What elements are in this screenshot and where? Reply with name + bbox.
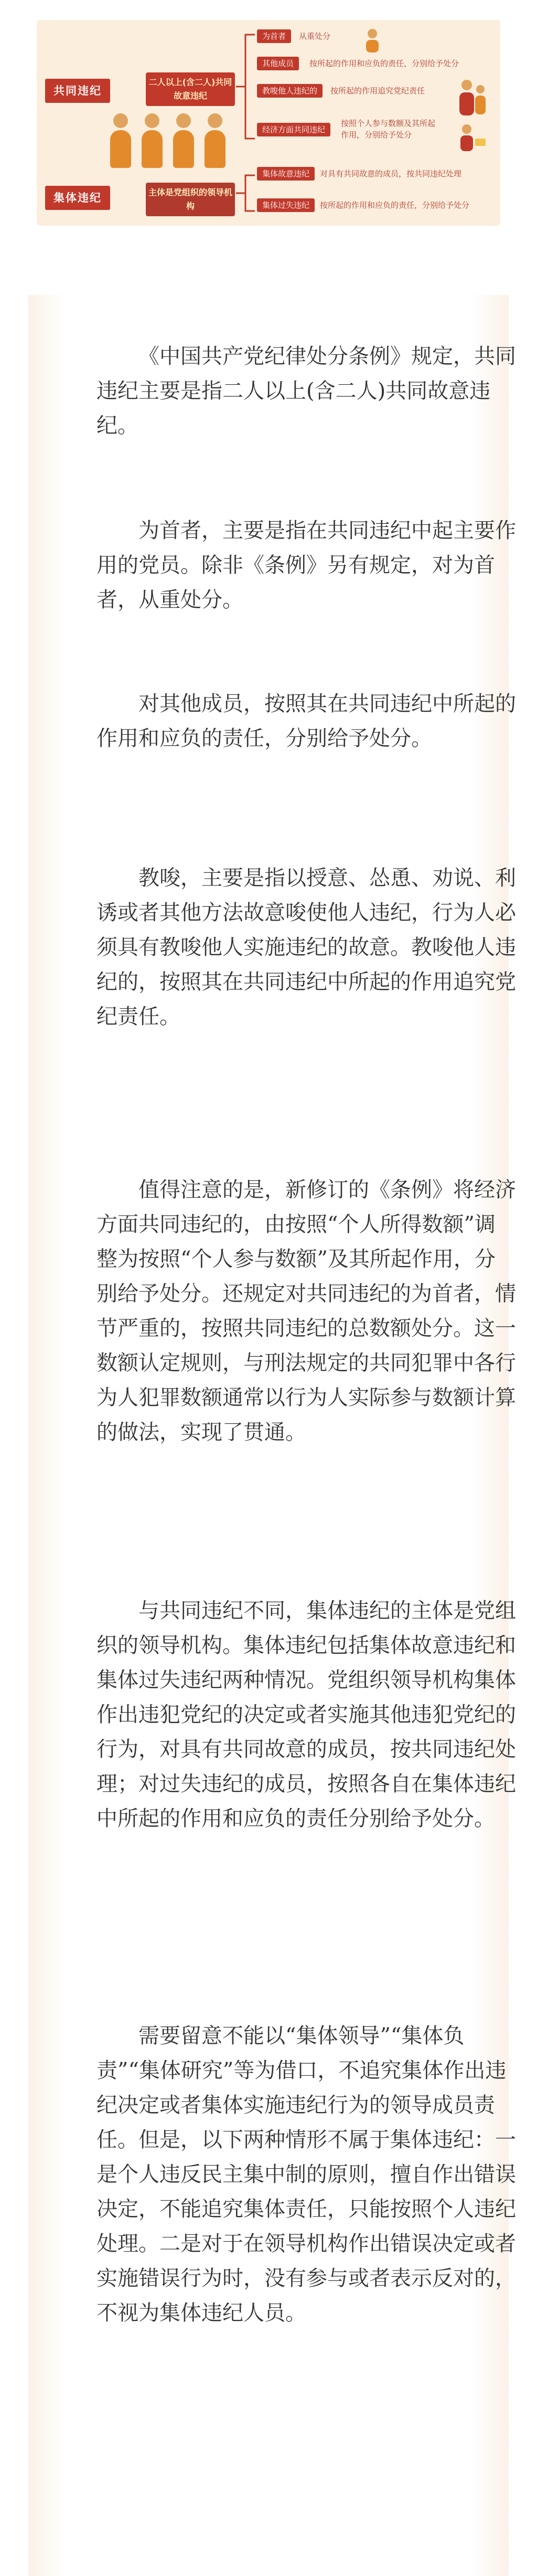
collective-violation-tag: 集体违纪	[45, 186, 110, 210]
paragraph-1: 《中国共产党纪律处分条例》规定，共同违纪主要是指二人以上(含二人)共同故意违纪。	[96, 344, 516, 438]
article-body	[28, 295, 516, 2576]
group-bracket-icon	[236, 33, 257, 141]
collective-bracket-icon	[236, 172, 257, 214]
other-members-tag: 其他成员	[257, 57, 299, 70]
paragraph-7: 需要留意不能以“集体领导”“集体负责”“集体研究”等为借口，不追究集体作出违纪决定或者集体实施违纪行为的领导成员责任。但是，以下两种情形不属于集体违纪：一是个人违反民主集中制的原则，擅自作出错误决定，不能追究集体责任，只能按照个人违纪处理。二是对于在领导机构作出错误决定或者实施错误行为时，没有参与或者表示反对的，不视为集体违纪人员。	[96, 2024, 516, 2325]
person-figure-icon	[173, 113, 194, 168]
infographic-banner	[37, 20, 500, 226]
leader-figure-icon	[362, 27, 383, 54]
leader-tag: 为首者	[257, 29, 291, 43]
collective-intentional-tag: 集体故意违纪	[257, 167, 315, 181]
collective-negligent-tag: 集体过失违纪	[257, 198, 315, 212]
person-figure-icon	[142, 113, 163, 168]
money-figure-icon	[456, 123, 488, 152]
paragraph-6: 与共同违纪不同，集体违纪的主体是党组织的领导机构。集体违纪包括集体故意违纪和集体过失违纪两种情况。党组织领导机构集体作出违犯党纪的决定或者实施其他违犯党纪的行为，对具有共同故意的成员，按共同违纪处理；对过失违纪的成员，按照各自在集体违纪中所起的作用和应负的责任分别给予处分。	[96, 1599, 516, 1831]
collective-negligent-desc: 按所起的作用和应负的责任，分别给予处分	[320, 200, 470, 210]
collective-intentional-desc: 对具有共同故意的成员，按共同违纪处理	[320, 169, 462, 178]
leader-desc: 从重处分	[299, 31, 331, 41]
instigator-tag: 教唆他人违纪的	[257, 84, 323, 98]
paragraph-5: 值得注意的是，新修订的《条例》将经济方面共同违纪的，由按照“个人所得数额”调整为按照“个人参与数额”及其所起作用，分别给予处分。还规定对共同违纪的为首者，情节严重的，按照共同违纪的总数额处分。这一数额认定规则，与刑法规定的共同犯罪中各行为人犯罪数额通常以行为人实际参与数额计算的做法，实现了贯通。	[96, 1178, 516, 1444]
collective-definition: 主体是党组织的领导机构	[146, 183, 235, 216]
other-members-desc: 按所起的作用和应负的责任，分别给予处分	[309, 59, 459, 68]
paragraph-3: 对其他成员，按照其在共同违纪中所起的作用和应负的责任，分别给予处分。	[96, 692, 516, 751]
paragraph-4: 教唆，主要是指以授意、怂恿、劝说、利诱或者其他方法故意唆使他人违纪，行为人必须具有教唆他人实施违纪的故意。教唆他人违纪的，按照其在共同违纪中所起的作用追究党纪责任。	[96, 866, 516, 1029]
economic-desc: 按照个人参与数额及其所起作用，分别给予处分	[341, 119, 436, 140]
economic-tag: 经济方面共同违纪	[257, 123, 330, 136]
instigator-desc: 按所起的作用追究党纪责任	[330, 86, 425, 96]
group-definition: 二人以上(含二人)共同故意违纪	[146, 72, 235, 106]
person-figure-icon	[110, 113, 131, 168]
instigator-figure-icon	[456, 78, 488, 120]
person-figure-icon	[205, 113, 225, 168]
group-violation-tag: 共同违纪	[45, 79, 110, 103]
paragraph-2: 为首者，主要是指在共同违纪中起主要作用的党员。除非《条例》另有规定，对为首者，从重处分。	[96, 519, 516, 612]
